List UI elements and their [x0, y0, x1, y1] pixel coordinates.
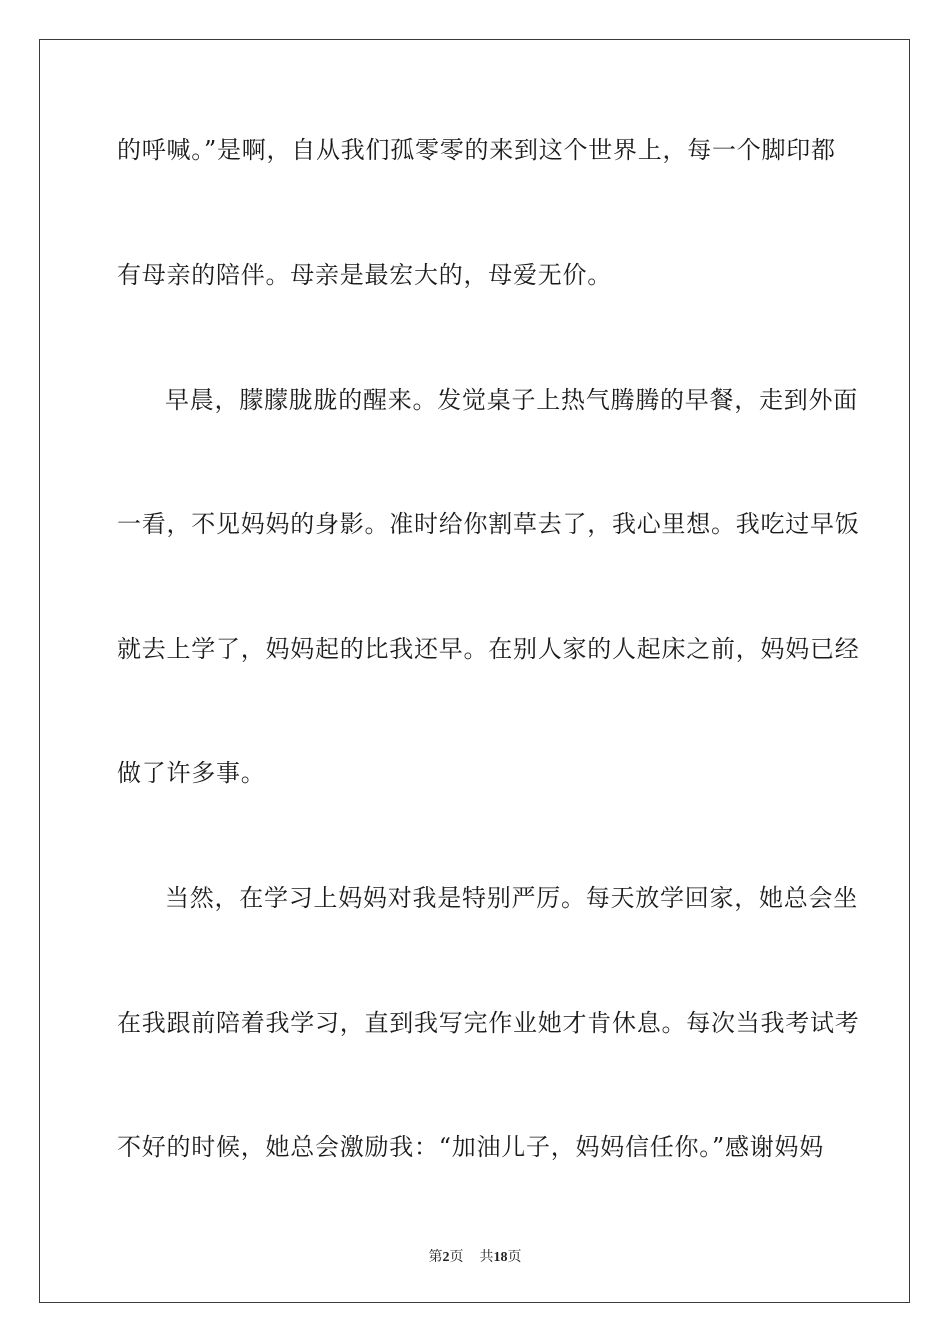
text-line: 就去上学了，妈妈起的比我还早。在别人家的人起床之前，妈妈已经 — [117, 635, 860, 663]
page-footer — [0, 1248, 950, 1268]
text-line: 的呼喊。”是啊，自从我们孤零零的来到这个世界上，每一个脚印都 — [117, 136, 836, 164]
total-label-suffix: 页 — [507, 1250, 522, 1265]
text-line: 做了许多事。 — [117, 759, 266, 787]
page-number: 2 — [442, 1250, 450, 1265]
total-pages: 18 — [493, 1250, 508, 1265]
text-line: 不好的时候，她总会激励我：“加油儿子，妈妈信任你。”感谢妈妈 — [117, 1133, 825, 1161]
page-label-prefix: 第 — [428, 1250, 443, 1265]
page-label-suffix: 页 — [449, 1250, 464, 1265]
text-line: 在我跟前陪着我学习，直到我写完作业她才肯休息。每次当我考试考 — [117, 1009, 860, 1037]
page-border — [39, 39, 910, 1303]
paragraph-first-line: 早晨，朦朦胧胧的醒来。发觉桌子上热气腾腾的早餐，走到外面 — [165, 386, 858, 414]
text-line: 有母亲的陪伴。母亲是最宏大的，母爱无价。 — [117, 261, 612, 289]
paragraph-first-line: 当然，在学习上妈妈对我是特别严厉。每天放学回家，她总会坐 — [165, 884, 858, 912]
text-line: 一看，不见妈妈的身影。准时给你割草去了，我心里想。我吃过早饭 — [117, 510, 860, 538]
total-label-prefix: 共 — [479, 1250, 494, 1265]
